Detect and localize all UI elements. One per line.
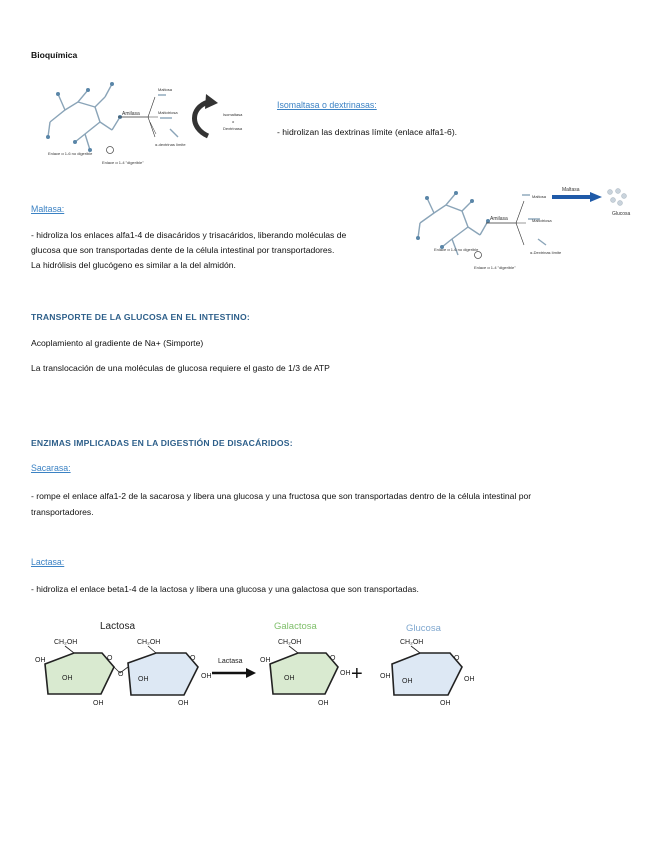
lactose-hydrolysis-diagram (30, 615, 480, 715)
svg-text:O: O (107, 655, 113, 662)
glucosa-label: Glucosa (406, 623, 441, 634)
lactasa-heading: Lactasa: (31, 557, 65, 567)
svg-text:OH: OH (93, 700, 104, 707)
glucose-ring (392, 653, 462, 695)
svg-text:OH: OH (380, 673, 391, 680)
svg-text:OH: OH (260, 657, 271, 664)
isomaltasa-heading: Isomaltasa o dextrinasas: (277, 100, 377, 110)
svg-text:OH: OH (62, 675, 73, 682)
lactasa-arrow-label: Lactasa (218, 658, 243, 665)
galactosa-label: Galactosa (274, 621, 317, 632)
diagram2-glucosa-label: Glucosa (612, 211, 631, 217)
page-title: Bioquímica (31, 50, 78, 60)
svg-text:OH: OH (340, 670, 351, 677)
svg-text:OH: OH (178, 700, 189, 707)
plus-sign: + (351, 663, 363, 685)
enzimas-heading: ENZIMAS IMPLICADAS EN LA DIGESTIÓN DE DISACÁRIDOS: (31, 438, 293, 448)
reaction-arrow-icon (246, 668, 256, 678)
svg-text:OH: OH (138, 676, 149, 683)
diagram1-enlace14-label: Enlace α 1-4 "digerible" (102, 160, 144, 165)
svg-text:OH: OH (318, 700, 329, 707)
diagram2-amilasa-label: Amilasa (490, 216, 508, 222)
svg-text:CH₂OH: CH₂OH (278, 639, 302, 646)
galactose-ring (270, 653, 338, 694)
transporte-line-2: La translocación de una moléculas de glucosa requiere el gasto de 1/3 de ATP (31, 363, 330, 373)
transporte-line-1: Acoplamiento al gradiente de Na+ (Simporte) (31, 338, 204, 348)
diagram1-maltotriosa-label: Maltotriosa (158, 110, 178, 115)
diagram1-isomaltasa-label: Isomaltasa (223, 112, 243, 117)
svg-text:OH: OH (440, 700, 451, 707)
svg-text:O: O (190, 655, 196, 662)
svg-text:O: O (330, 655, 336, 662)
svg-text:OH: OH (464, 676, 475, 683)
maltasa-heading: Maltasa: (31, 204, 65, 214)
svg-text:CH₂OH: CH₂OH (54, 639, 78, 646)
maltasa-line-2: glucosa que son transportadas dente de la célula intestinal por transportadores. (31, 245, 335, 255)
diagram2-maltosa-label: Maltosa (532, 194, 547, 199)
lactose-glucose-ring (128, 653, 198, 695)
svg-text:OH: OH (35, 657, 46, 664)
transporte-heading: TRANSPORTE DE LA GLUCOSA EN EL INTESTINO: (31, 312, 250, 322)
diagram1-o-label: o (232, 119, 235, 124)
diagram2-maltotriosa-label: Maltotriosa (532, 218, 552, 223)
diagram2-enlace16-label: Enlace α 1-6 no digerible (434, 247, 479, 252)
svg-text:O: O (454, 655, 460, 662)
lactosa-label: Lactosa (100, 621, 136, 632)
diagram2-maltasa-label: Maltasa (562, 187, 580, 193)
diagram1-enlace16-label: Enlace α 1-6 no digerible (48, 151, 93, 156)
isomaltasa-description: - hidrolizan las dextrinas límite (enlace alfa1-6). (277, 127, 458, 137)
maltasa-line-1: - hidroliza los enlaces alfa1-4 de disacáridos y trisacáridos, liberando moléculas de (31, 230, 347, 240)
svg-text:CH₂OH: CH₂OH (400, 639, 424, 646)
sacarasa-line-1: - rompe el enlace alfa1-2 de la sacarosa y libera una glucosa y una fructosa que son transportadas dentro de la célula intestinal por (31, 491, 532, 501)
diagram2-enlace14-label: Enlace α 1-4 "digerible" (474, 265, 516, 270)
lactasa-description: - hidroliza el enlace beta1-4 de la lactosa y libera una glucosa y una galactosa que son transportadas. (31, 584, 419, 594)
diagram1-amilasa-label: Amilasa (122, 111, 140, 117)
sacarasa-heading: Sacarasa: (31, 463, 71, 473)
svg-text:OH: OH (284, 675, 295, 682)
diagram1-dextrinas-label: α-dextrinas límite (155, 142, 186, 147)
diagram2-dextrinas-label: α-Dextrinas límite (530, 250, 562, 255)
lactose-galactose-ring (45, 653, 114, 694)
starch-digestion-diagram-2 (412, 183, 647, 283)
svg-text:OH: OH (201, 673, 212, 680)
diagram1-maltosa-label: Maltosa (158, 87, 173, 92)
diagram1-dextrinasa-label: Dextrinasa (223, 126, 243, 131)
svg-text:O: O (118, 671, 124, 678)
starch-digestion-diagram-1 (40, 72, 270, 177)
sacarasa-line-2: transportadores. (31, 507, 94, 517)
svg-text:CH₂OH: CH₂OH (137, 639, 161, 646)
maltasa-line-3: La hidrólisis del glucógeno es similar a la del almidón. (31, 260, 236, 270)
svg-text:OH: OH (402, 678, 413, 685)
